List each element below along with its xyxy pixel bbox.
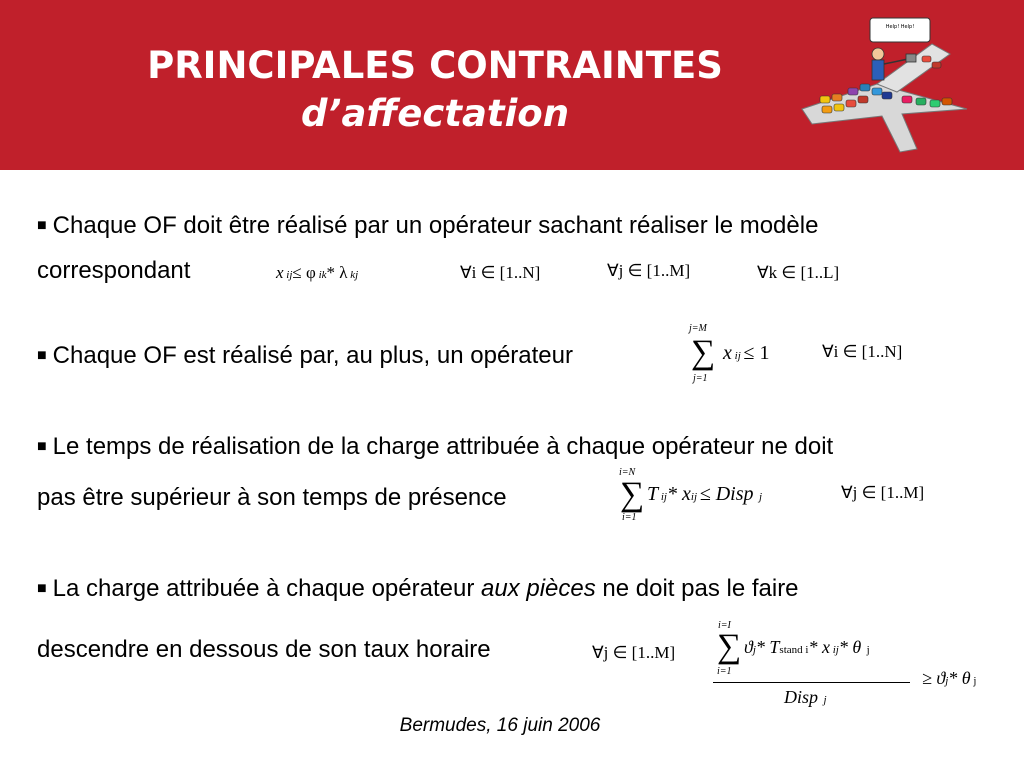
formula-4-quantifier: ∀j ∈ [1..M] [592,643,676,662]
formula-3-quantifier: ∀j ∈ [1..M] [841,483,925,502]
formula-3-upper-bound: i=N [619,467,636,478]
formula-4-numerator: ϑj* Tstand i* x ij* θ j [744,637,870,657]
formula-4-lower-bound: i=1 [717,666,732,677]
formula-1-quantifier-i: ∀i ∈ [1..N] [460,263,541,282]
title-line-2: d’affectation [300,92,570,135]
bullet-1-text: Chaque OF doit être réalisé par un opérateur sachant réaliser le modèle [52,212,819,239]
formula-1-quantifier-k: ∀k ∈ [1..L] [757,263,840,282]
formula-2-body: x ij ≤ 1 [723,342,770,364]
bullet-square-icon: ■ [37,217,47,234]
formula-3-sigma: ∑ [620,476,645,513]
formula-3-body: T ij* xij ≤ Disp j [647,483,763,505]
formula-1-main: x ij≤ φ ik* λ kj [276,263,359,282]
slide-title [0,42,870,138]
formula-4-denominator: Disp j [784,687,827,707]
bullet-4-text-b: ne doit pas le faire [595,575,799,602]
bullet-2-line-1 [37,342,573,370]
formula-3-lower-bound: i=1 [622,512,637,523]
bullet-4-text-a: La charge attribuée à chaque opérateur [52,575,481,602]
bullet-1-line-2: correspondant [37,257,191,284]
formula-4-fraction-bar [713,682,910,683]
bullet-2-text: Chaque OF est réalisé par, au plus, un opérateur [52,342,573,369]
formula-2-quantifier: ∀i ∈ [1..N] [822,342,903,361]
formula-4-rhs: ≥ ϑj* θ j [922,668,977,688]
formula-4-upper-bound: i=I [718,620,731,631]
bullet-4-line-2: descendre en dessous de son taux horaire [37,636,491,663]
bullet-3-text: Le temps de réalisation de la charge attribuée à chaque opérateur ne doit [52,433,834,460]
formula-4-sigma: ∑ [717,628,742,665]
formula-2-upper-bound: j=M [689,323,707,334]
formula-1-quantifier-j: ∀j ∈ [1..M] [607,261,691,280]
bullet-square-icon: ■ [37,580,47,597]
footer-date: Bermudes, 16 juin 2006 [399,715,601,736]
bullet-square-icon: ■ [37,438,47,455]
bullet-4-text-emphasis: aux pièces [480,575,596,602]
bullet-1-line-1 [37,212,818,240]
logo-sign-text: Help! Help! [885,24,915,30]
header-banner [0,0,1024,170]
factory-workers-illustration-icon [782,14,972,154]
formula-2-sigma: ∑ [691,334,716,371]
title-line-1: PRINCIPALES CONTRAINTES [147,44,723,87]
bullet-square-icon: ■ [37,347,47,364]
bullet-4-line-1 [37,575,799,603]
bullet-3-line-1 [37,433,833,461]
bullet-3-line-2: pas être supérieur à son temps de présence [37,484,507,511]
formula-2-lower-bound: j=1 [693,373,708,384]
